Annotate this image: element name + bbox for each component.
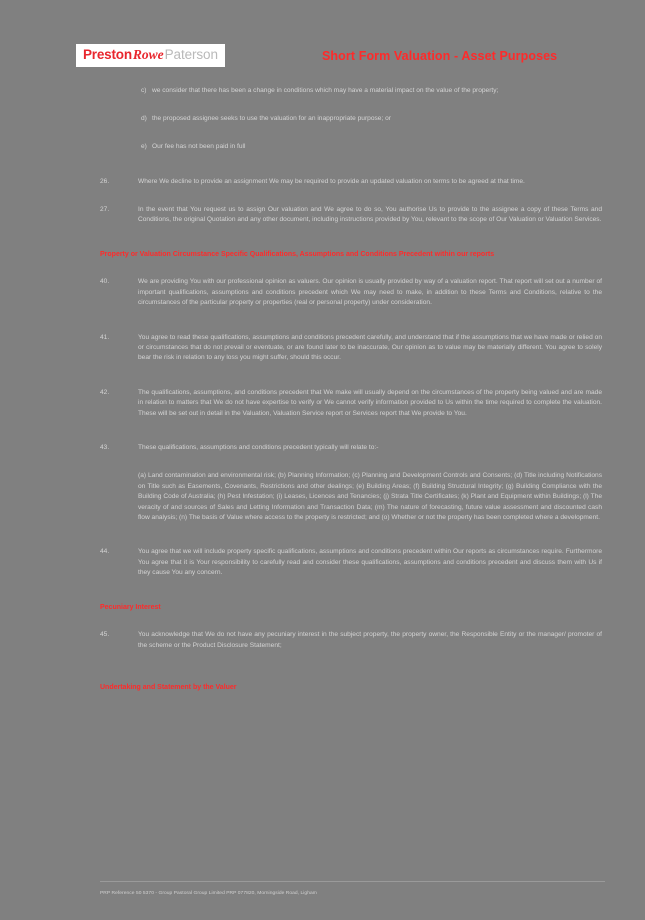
numbered-paragraph: [0, 547, 645, 578]
list-item: [0, 142, 645, 152]
paragraph-number: 27.: [100, 206, 110, 214]
list-item: [0, 114, 645, 124]
list-item: [0, 86, 645, 96]
logo-text-rowe: Rowe: [132, 47, 164, 62]
numbered-paragraph: [0, 177, 645, 187]
paragraph-number: 44.: [100, 548, 110, 556]
spacer: [0, 589, 645, 603]
footer-divider: [100, 881, 605, 882]
company-logo: [76, 44, 225, 67]
spacer: [0, 269, 645, 277]
spacer: [0, 106, 645, 114]
spacer: [0, 319, 645, 333]
page-title: Short Form Valuation - Asset Purposes: [322, 49, 558, 63]
paragraph-text: These qualifications, assumptions and conditions precedent typically will relate to:-: [138, 444, 379, 452]
spacer: [0, 197, 645, 205]
paragraph-number: 45.: [100, 631, 110, 639]
list-item-label: d): [141, 115, 147, 123]
paragraph-text: Where We decline to provide an assignment We may be required to provide an updated valuation on terms to be agreed at that time.: [138, 177, 525, 185]
section-heading: Pecuniary Interest: [100, 603, 161, 611]
list-item-text: we consider that there has been a change in conditions which may have a material impact on the value of the property;: [152, 87, 499, 94]
spacer: [0, 163, 645, 177]
list-item-label: c): [141, 87, 147, 94]
spacer: [0, 134, 645, 142]
paragraph-text: In the event that You request us to assign Our valuation and We agree to do so, You authorise Us to provide to the assignee a copy of these Terms and Conditions, the original Quotation and any other document, including instructions provided by You, relevant to the scope of Our Valuation or Valuation Services.: [138, 206, 602, 224]
paragraph-number: 43.: [100, 444, 110, 452]
list-item-text: Our fee has not been paid in full: [152, 143, 246, 151]
spacer: [0, 622, 645, 630]
spacer: [0, 374, 645, 388]
spacer: [0, 236, 645, 250]
paragraph-number: 41.: [100, 333, 110, 341]
numbered-paragraph: [0, 333, 645, 364]
spacer: [0, 429, 645, 443]
paragraph-text: We are providing You with our professional opinion as valuers. Our opinion is usually provided by way of a valuation report. That report will set out a number of important qualifications, assumptions and conditions precedent which We may need to make, in addition to these Terms and Conditions, relative to the circumstances of the particular property or properties (real or personal property) under consideration.: [138, 278, 602, 307]
spacer: [0, 661, 645, 683]
page-header: [0, 44, 645, 78]
paragraph-number: 26.: [100, 177, 110, 185]
section-heading: Undertaking and Statement by the Valuer: [100, 684, 237, 691]
footer-reference: PRP Reference 50 5370 - Group Pastoral Group Limited PRP 077820, Morningside Road, Ligham: [100, 891, 317, 896]
spacer: [0, 533, 645, 547]
list-item-text: the proposed assignee seeks to use the valuation for an inappropriate purpose; or: [152, 115, 391, 123]
logo-text-paterson: Paterson: [164, 47, 218, 62]
paragraph-text: You agree to read these qualifications, assumptions and conditions precedent carefully, and understand that if the assumptions that we have made or relied on or circumstances that do not prevail or eventuate, or are found later to be inaccurate, Our opinion as to value may be materially different. You agree to solely bear the risk in relation to any loss you might suffer, should this occur.: [138, 333, 602, 362]
paragraph-number: 42.: [100, 388, 110, 396]
document-body: [0, 86, 645, 703]
paragraph-text: You agree that we will include property specific qualifications, assumptions and conditions precedent within Our reports as circumstances require. Furthermore You agree that it is Your responsibility to carefully read and consider these qualifications, assumptions and conditions precedent and discuss them with Us if they cause You any concern.: [138, 548, 602, 577]
paragraph-text: The qualifications, assumptions, and conditions precedent that We make will usually depend on the circumstances of the property being valued and are made in relation to matters that We do not have expertise to verify or We cannot verify information provided to Us within the time required to complete the valuation. These will be set out in detail in the Valuation, Valuation Service report or Services report that We provide to You.: [138, 388, 602, 417]
numbered-paragraph: [0, 443, 645, 453]
spacer: [0, 463, 645, 471]
logo-text-preston: Preston: [83, 47, 132, 62]
qualifications-list-block: (a) Land contamination and environmental risk; (b) Planning Information; (c) Planning and Development Controls and Consents; (d) Title including Notifications on Title such as Easements, Covenants, Restrictions and other dealings; (e) Building Areas; (f) Building Structural Integrity; (g) Building Compliance with the Building Code of Australia; (h) Pest Infestation; (i) Leases, Licences and Tenancies; (j) Strata Title Certificates; (k) Plant and Equipment within Buildings; (l) The veracity of and sources of Sales and Letting Information and Transaction Data; (m) The nature of forecasting, future value assessment and discounted cash flow analysis; (n) The basis of Value where access to the property is restricted; and (o) Whether or not the property has been completed where a development.: [138, 472, 602, 522]
numbered-paragraph: [0, 388, 645, 419]
paragraph-number: 40.: [100, 278, 110, 286]
list-item-label: e): [141, 143, 147, 151]
numbered-paragraph: [0, 205, 645, 226]
numbered-paragraph: [0, 277, 645, 308]
paragraph-text: You acknowledge that We do not have any pecuniary interest in the subject property, the property owner, the Responsible Entity or the manager/ promoter of the scheme or the Product Disclosure Statement;: [138, 631, 602, 649]
section-heading: Property or Valuation Circumstance Specific Qualifications, Assumptions and Conditions Precedent within our reports: [100, 250, 495, 258]
numbered-paragraph: [0, 630, 645, 651]
